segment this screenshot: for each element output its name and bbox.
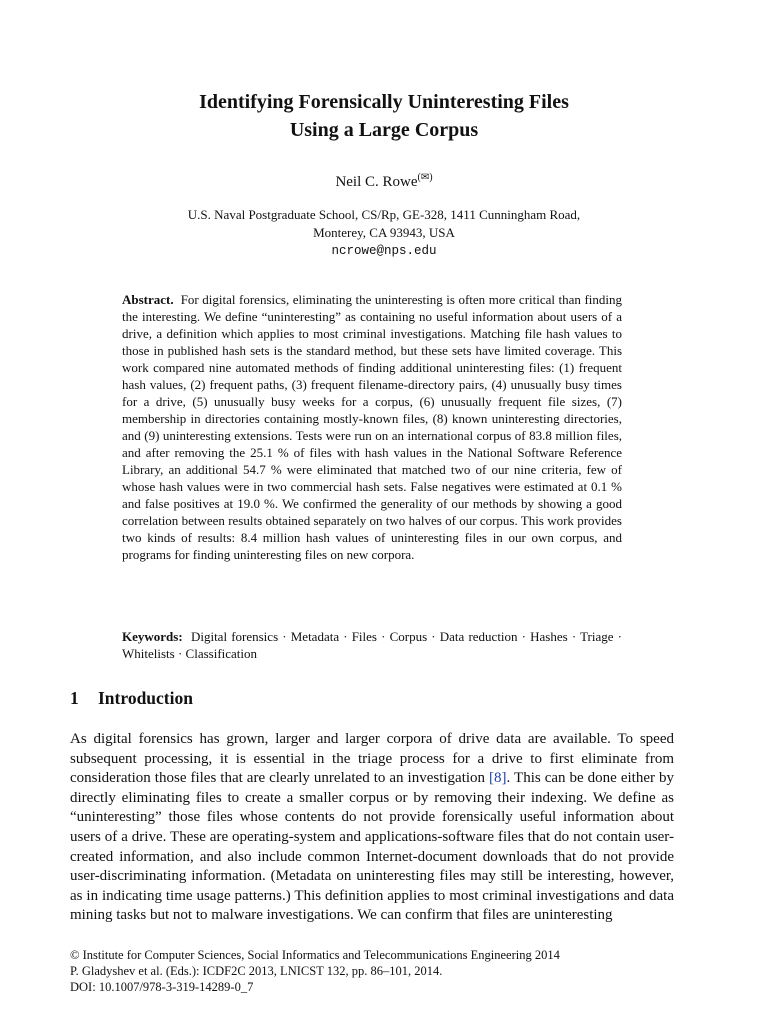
author-name: Neil C. Rowe [335,174,418,190]
title-line-1: Identifying Forensically Uninteresting Files [199,91,569,113]
section-number: 1 [70,688,79,708]
paper-title [0,88,768,144]
title-line-2: Using a Large Corpus [289,119,479,141]
corresponding-author-mark: (✉) [417,172,433,183]
copyright-footer [70,947,674,995]
keywords [122,628,622,662]
section-title: Introduction [98,688,193,708]
intro-text-part-2: . This can be done either by directly eliminating files to create a smaller corpus or by removing their indexing. We define as “uninteresting” those files whose contents do not provide forensically useful information about users of a drive. These are operating-system and applications-software files that do not contain user-created information, and also include common Internet-document downloads that do not provide user-discriminating information. (Metadata on uninteresting files may still be interesting, however, as in indicating time usage patterns.) This definition applies to most criminal investigations and data mining tasks but not to malware investigations. We can confirm that files are uninteresting [70,770,674,924]
affiliation-line-2: Monterey, CA 93943, USA [313,225,455,240]
keywords-label: Keywords: [122,629,183,644]
affiliation [0,206,768,260]
affiliation-line-1: U.S. Naval Postgraduate School, CS/Rp, GE-328, 1411 Cunningham Road, [187,207,581,222]
footer-doi: DOI: 10.1007/978-3-319-14289-0_7 [70,980,254,994]
abstract-text: For digital forensics, eliminating the uninteresting is often more critical than finding the interesting. We define “uninteresting” as containing no useful information about users of a drive, a definition which applies to most criminal investigations. Matching file hash values to those in published hash sets is the standard method, but these sets have limited coverage. This work compared nine automated methods of finding additional uninteresting files: (1) frequent hash values, (2) frequent paths, (3) frequent filename-directory pairs, (4) unusually busy times for a drive, (5) unusually busy weeks for a corpus, (6) unusually frequent file sizes, (7) membership in directories containing mostly-known files, (8) known uninteresting directories, and (9) uninteresting extensions. Tests were run on an international corpus of 83.8 million files, and after removing the 25.1 % of files with hash values in the National Software Reference Library, an additional 54.7 % were eliminated that matched two of our nine criteria, few of whose hash values were in two commercial hash sets. False negatives were estimated at 0.1 % and false positives at 19.0 %. We confirmed the generality of our methods by showing a good correlation between results obtained separately on two halves of our corpus. This work provides two kinds of results: 8.4 million hash values of uninteresting files in our own corpus, and programs for finding uninteresting files on new corpora. [122,292,623,562]
intro-paragraph [70,730,674,926]
section-heading [70,688,193,709]
citation-link[interactable]: [8] [489,770,507,787]
footer-citation: P. Gladyshev et al. (Eds.): ICDF2C 2013, LNICST 132, pp. 86–101, 2014. [70,964,443,978]
abstract-label: Abstract. [122,292,174,307]
keywords-text: Digital forensics · Metadata · Files · Corpus · Data reduction · Hashes · Triage · Whitelists · Classification [122,629,622,661]
author-line [0,172,768,191]
footer-copyright: © Institute for Computer Sciences, Social Informatics and Telecommunications Engineering 2014 [70,948,560,962]
author-email[interactable]: ncrowe@nps.edu [331,244,437,258]
intro-text-part-1: As digital forensics has grown, larger and larger corpora of drive data are available. To speed subsequent processing, it is essential in the triage process for a drive to first eliminate from consideration those files that are clearly unrelated to an investigation [70,731,674,787]
abstract [122,291,622,563]
